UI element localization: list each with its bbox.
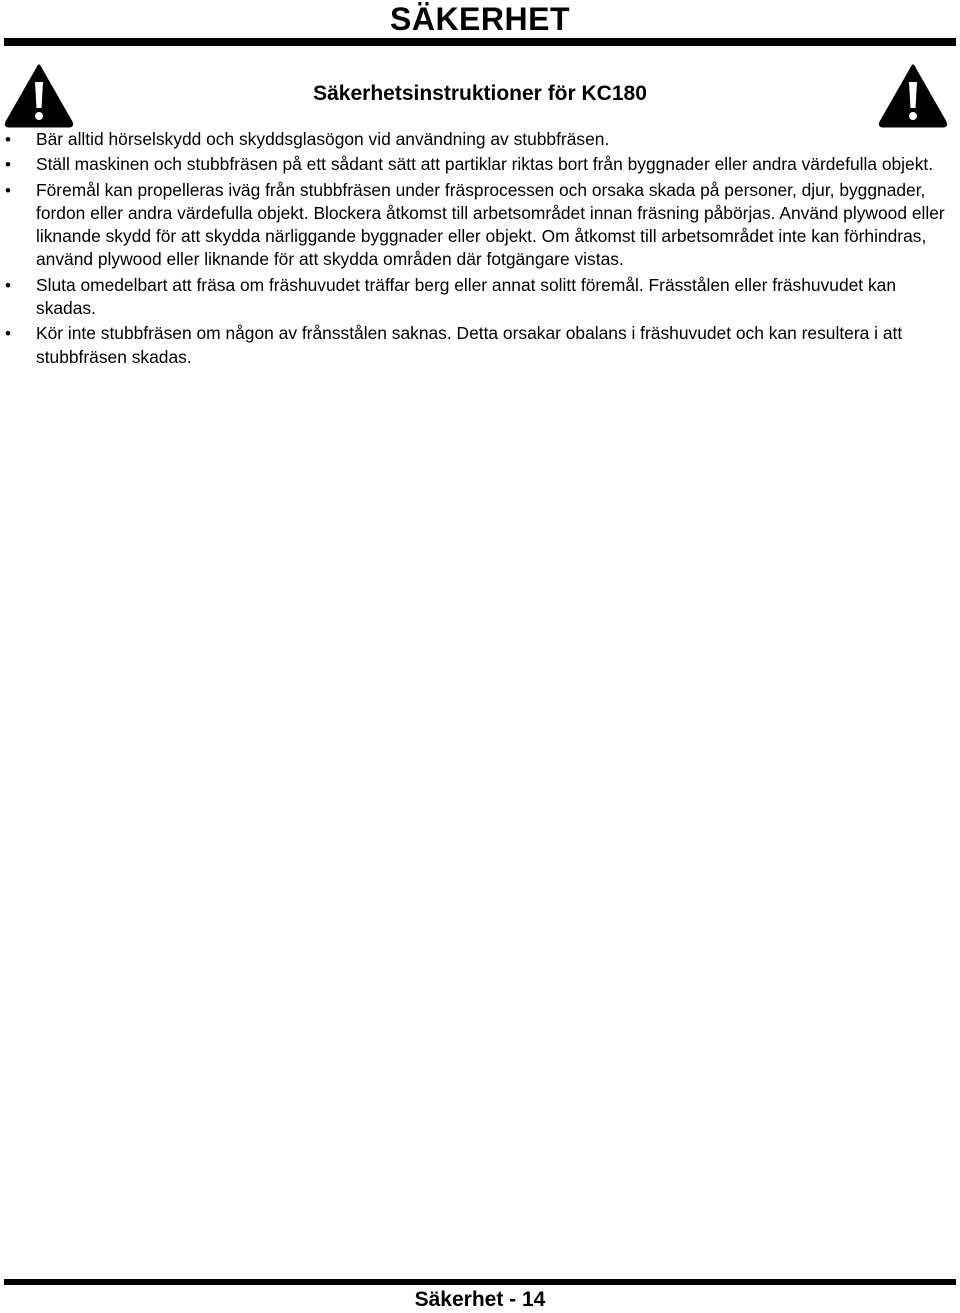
bullet-icon: • <box>5 155 11 175</box>
bullet-icon: • <box>5 130 11 149</box>
footer-divider <box>4 1279 956 1285</box>
list-item-text: Bär alltid hörselskydd och skyddsglasögon vid användning av stubbfräsen. <box>36 129 610 149</box>
list-item <box>0 274 954 321</box>
bullet-icon: • <box>5 324 11 344</box>
section-title: Säkerhetsinstruktioner för KC180 <box>313 82 647 105</box>
list-item <box>0 179 954 272</box>
list-item-text: Sluta omedelbart att fräsa om fräshuvudet träffar berg eller annat solitt föremål. Frässtålen eller fräshuvudet kan skadas. <box>36 274 896 319</box>
list-item <box>0 153 954 176</box>
bullet-icon: • <box>5 275 11 295</box>
list-item <box>0 128 954 151</box>
bullet-icon: • <box>5 180 11 200</box>
list-item-text: Ställ maskinen och stubbfräsen på ett sådant sätt att partiklar riktas bort från byggnader eller andra värdefulla objekt. <box>36 154 934 175</box>
list-item <box>0 322 954 369</box>
safety-instructions-list <box>0 128 960 371</box>
header-divider <box>4 38 956 46</box>
page-header-title: SÄKERHET <box>389 1 570 37</box>
list-item-text: Kör inte stubbfräsen om någon av frånsstålen saknas. Detta orsakar obalans i fräshuvudet och kan resultera i att stubbfräsen skadas. <box>36 323 903 367</box>
page-footer-label: Säkerhet - 14 <box>414 1288 546 1311</box>
list-item-text: Föremål kan propelleras iväg från stubbfräsen under fräsprocessen och orsaka skada på personer, djur, byggnader, fordon eller andra värdefulla objekt. Blockera åtkomst till arbetsområdet innan fräsning påbörjas. Använd plywood eller liknande skydd för att skydda närliggande byggnader eller objekt. Om åtkomst till arbetsområdet inte kan förhindras, använd plywood eller liknande för att skydda områden där fotgängare vistas. <box>36 179 945 270</box>
